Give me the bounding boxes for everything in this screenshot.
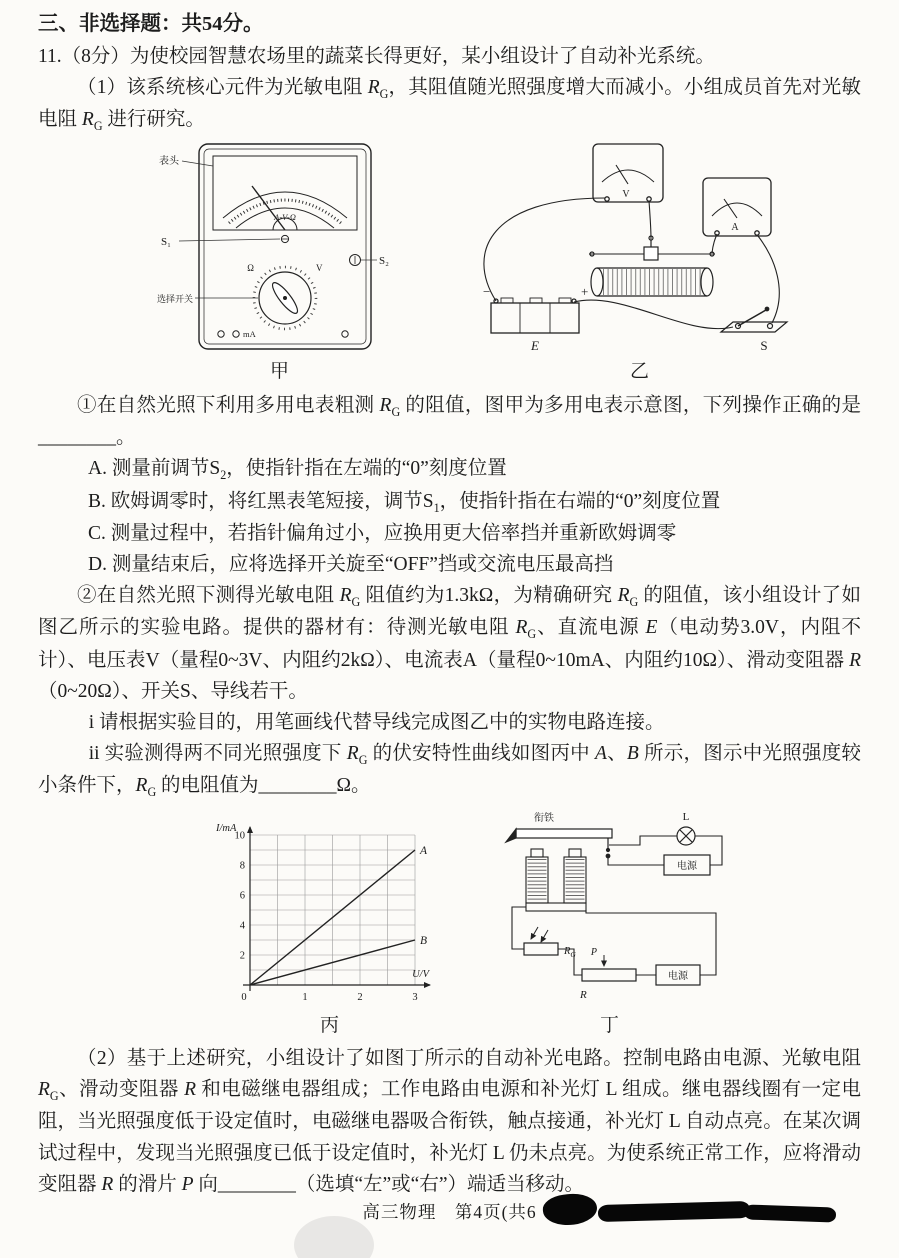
zero-adjust-screw xyxy=(281,236,288,243)
figure-row-2 xyxy=(38,809,861,1041)
voltmeter-label: V xyxy=(621,189,630,201)
wires xyxy=(483,198,778,329)
figure-row-1 xyxy=(38,140,861,387)
y-tick-labels xyxy=(234,830,245,961)
figure-yi xyxy=(475,140,805,387)
battery-label: E xyxy=(530,338,539,354)
s2-label: S₂ xyxy=(378,255,389,268)
question-11-intro: 11.（8分）为使校园智慧农场里的蔬菜长得更好，某小组设计了自动补光系统。 xyxy=(38,45,715,67)
electromagnet-icon xyxy=(526,849,586,911)
lamp-label: L xyxy=(682,810,689,823)
battery-plus-label: + xyxy=(580,284,588,300)
ma-range-label: mA xyxy=(242,329,256,340)
xtick: 1 xyxy=(301,991,308,1003)
rg-sub: G xyxy=(569,949,576,959)
options-list xyxy=(38,453,861,580)
iv-graph xyxy=(210,817,450,1009)
armature-icon xyxy=(506,829,612,858)
ytick: 4 xyxy=(239,920,245,932)
ytick: 2 xyxy=(239,950,245,962)
meter-body xyxy=(199,144,371,349)
series-a-label: A xyxy=(419,844,427,857)
part1-lead: （1）该系统核心元件为光敏电阻 $R_G$，其阻值随光照强度增大而减小。小组成员首先对光敏电阻 $R_G$ 进行研究。 xyxy=(38,76,861,134)
ytick: 8 xyxy=(239,860,245,872)
rheostat-symbol xyxy=(582,955,636,981)
relay-circuit-figure xyxy=(490,809,730,1009)
option-a: A. 测量前调节$S_2$，使指针指在左端的“0”刻度位置 xyxy=(88,458,507,483)
y-axis-label: I/mA xyxy=(215,822,236,834)
x-tick-labels xyxy=(241,992,417,1003)
battery-minus-label: − xyxy=(482,284,490,300)
figure-yi-caption: 乙 xyxy=(629,361,649,383)
section-title: 三、非选择题：共54分。 xyxy=(38,13,264,35)
xtick: 3 xyxy=(411,991,418,1003)
biaotou-label: 表头 xyxy=(158,156,179,168)
photoresistor-icon xyxy=(524,927,558,955)
volt-range-label: V xyxy=(315,263,322,274)
footer-text: 高三物理 第4页(共6 xyxy=(362,1202,537,1222)
axes xyxy=(243,827,430,991)
battery-icon xyxy=(491,298,579,333)
step-ii: ii 实验测得两不同光照强度下 $R_G$ 的伏安特性曲线如图丙中 A、B 所示，图示中光照强度较小条件下，$R_G$ 的电阻值为________Ω。 xyxy=(38,743,861,800)
option-c: C. 测量过程中，若指针偏角过小，应换用更大倍率挡并重新欧姆调零 xyxy=(88,522,677,544)
figure-bing-caption: 丙 xyxy=(319,1014,339,1036)
figure-ding xyxy=(490,809,730,1041)
apparatus-figure xyxy=(475,140,805,355)
work-power-label: 电源 xyxy=(676,860,697,872)
figure-jia xyxy=(155,140,405,387)
terminal-jacks xyxy=(217,329,347,340)
selector-knob xyxy=(254,267,316,329)
rheostat-icon xyxy=(589,236,715,296)
sub-question-1: ①在自然光照下利用多用电表粗测 $R_G$ 的阻值，图甲为多用电表示意图，下列操作正确的是________。 xyxy=(38,394,861,449)
multimeter-figure xyxy=(155,140,405,355)
series-b-label: B xyxy=(419,934,427,947)
dial-unit-label: A-V-Ω xyxy=(273,212,296,223)
option-b: B. 欧姆调零时，将红黑表笔短接，调节$S_1$，使指针指在右端的“0”刻度位置 xyxy=(88,490,721,515)
ammeter-label: A xyxy=(730,222,739,234)
figure-jia-caption: 甲 xyxy=(269,361,289,383)
ytick: 10 xyxy=(234,830,245,842)
selector-switch-label: 选择开关 xyxy=(156,294,193,305)
s1-label: S₁ xyxy=(160,236,171,249)
x-axis-label: U/V xyxy=(411,968,429,980)
lamp-icon xyxy=(677,827,695,845)
ink-smudge xyxy=(744,1204,836,1222)
step-i: i 请根据实验目的，用笔画线代替导线完成图乙中的实物电路连接。 xyxy=(88,711,665,733)
figure-ding-caption: 丁 xyxy=(599,1014,619,1036)
rheostat-label: R xyxy=(579,988,587,1001)
xtick: 2 xyxy=(356,991,363,1003)
figure-bing xyxy=(210,817,450,1041)
switch-label: S xyxy=(759,338,768,354)
option-d: D. 测量结束后，应将选择开关旋至“OFF”挡或交流电压最高挡 xyxy=(88,553,614,575)
ytick: 6 xyxy=(239,890,245,902)
ohm-range-label: Ω xyxy=(246,263,254,274)
armature-label: 衔铁 xyxy=(533,812,554,824)
slider-label: P xyxy=(590,946,597,958)
dial-scale xyxy=(223,192,347,228)
control-power-label: 电源 xyxy=(667,970,688,982)
sub-question-2: ②在自然光照下测得光敏电阻 $R_G$ 阻值约为1.3kΩ，为精确研究 $R_G$ 的阻值，该小组设计了如图乙所示的实验电路。提供的器材有：待测光敏电阻 $R_G$、直流电源 E（电动势3.0V，内阻不计）、电压表V（量程0~3V、内阻约2kΩ）、电流表A（量程0~10mA、内阻约10Ω）、滑动变阻器 R（0~20Ω）、开关S、导线若干。 xyxy=(38,585,861,702)
rg-base: R xyxy=(563,945,570,957)
ohm-adjust-knob xyxy=(349,255,360,266)
xtick: 0 xyxy=(240,991,247,1003)
part2-paragraph: （2）基于上述研究，小组设计了如图丁所示的自动补光电路。控制电路由电源、光敏电阻 $R_G$、滑动变阻器 R 和电磁继电器组成；工作电路由电源和补光灯 L 组成。继电器线圈有一定电阻，当光照强度低于设定值时，电磁继电器吸合衔铁，触点接通，补光灯 L 自动点亮。在某次调试过程中，发现当光照强度已低于设定值时，补光灯 L 仍未点亮。为使系统正常工作，应将滑动变阻器 R 的滑片 P 向________（选填“左”或“右”）端适当移动。 xyxy=(38,1048,861,1195)
